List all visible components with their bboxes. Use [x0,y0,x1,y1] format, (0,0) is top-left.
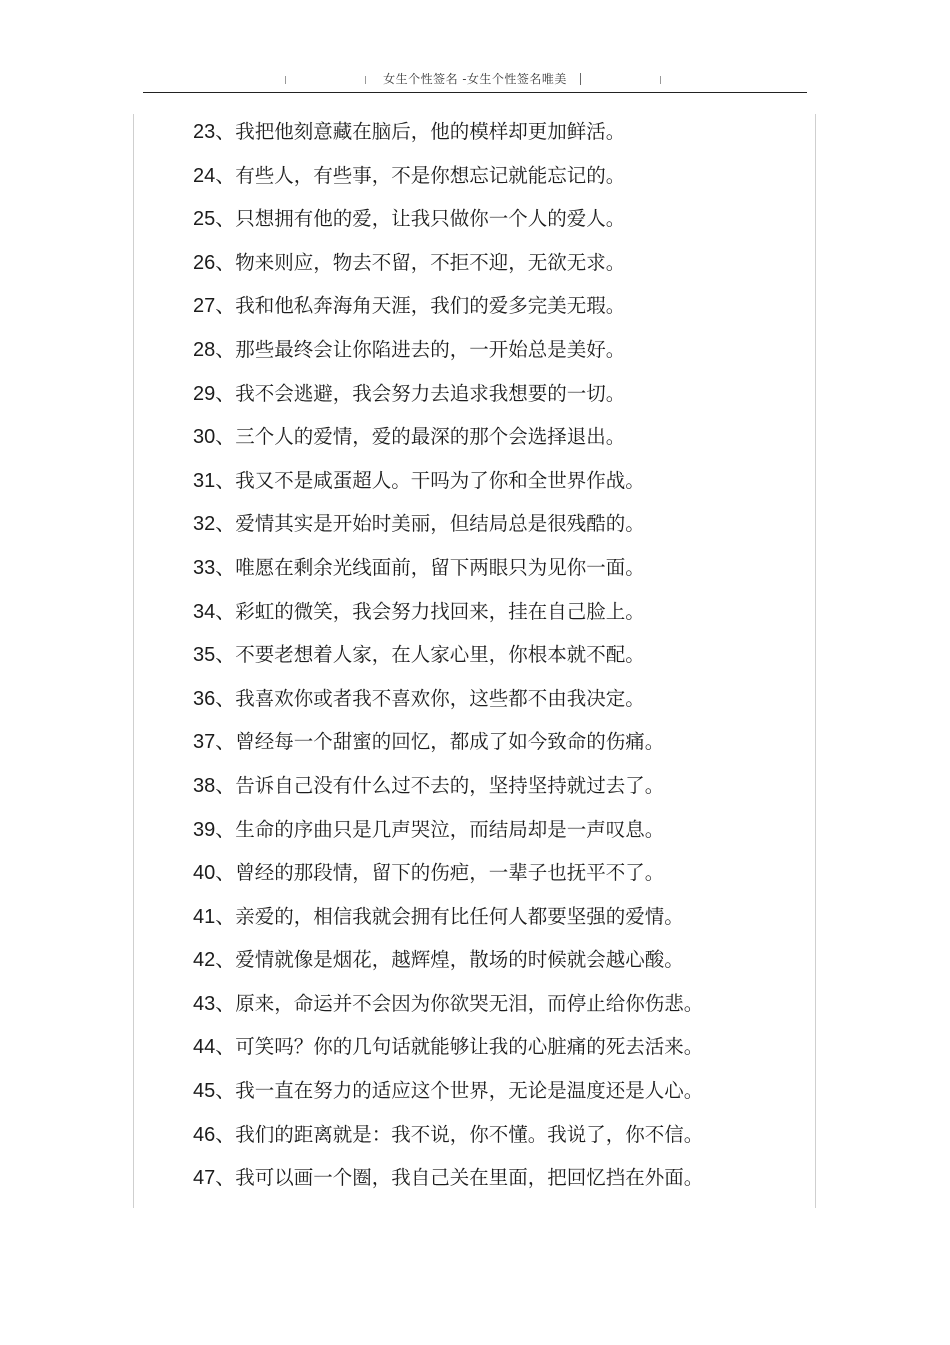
item-text: 曾经的那段情，留下的伤疤，一辈子也抚平不了。 [235,861,665,885]
item-number: 24、 [193,164,236,187]
list-item [193,335,793,379]
item-number: 35、 [193,644,236,667]
list-item [193,161,793,205]
item-text: 曾经每一个甜蜜的回忆，都成了如今致命的伤痛。 [235,730,665,754]
item-number: 31、 [193,469,236,492]
page-frame-right [815,114,816,1208]
list-item [193,291,793,335]
list-item [193,815,793,859]
list-item [193,509,793,553]
item-number: 40、 [193,862,236,885]
item-text: 告诉自己没有什么过不去的，坚持坚持就过去了。 [235,773,665,797]
item-text: 我们的距离就是：我不说，你不懂。我说了，你不信。 [235,1122,704,1146]
page-frame-left [133,114,134,1208]
list-item [193,771,793,815]
item-number: 28、 [193,338,236,361]
header-tick-mid-right [580,73,581,85]
header-tick-right [660,76,661,84]
item-number: 30、 [193,426,236,449]
item-text: 只想拥有他的爱，让我只做你一个人的爱人。 [235,207,626,231]
item-text: 我和他私奔海角天涯，我们的爱多完美无瑕。 [235,294,626,318]
list-item [193,553,793,597]
list-item [193,1076,793,1120]
item-number: 26、 [193,251,236,274]
item-text: 生命的序曲只是几声哭泣，而结局却是一声叹息。 [235,817,665,841]
item-number: 23、 [193,121,236,143]
item-text: 可笑吗？你的几句话就能够让我的心脏痛的死去活来。 [235,1035,704,1059]
item-text: 彩虹的微笑，我会努力找回来，挂在自己脸上。 [235,599,645,623]
list-item [193,727,793,771]
item-text: 我把他刻意藏在脑后，他的模样却更加鲜活。 [235,120,626,143]
list-item [193,684,793,728]
item-number: 36、 [193,687,236,710]
item-number: 42、 [193,949,236,972]
item-text: 亲爱的，相信我就会拥有比任何人都要坚强的爱情。 [235,904,684,928]
item-number: 29、 [193,382,236,405]
list-item [193,1163,793,1207]
list-item [193,640,793,684]
item-text: 我喜欢你或者我不喜欢你，这些都不由我决定。 [235,686,645,710]
signature-list [193,117,793,1207]
item-number: 43、 [193,992,236,1015]
item-number: 46、 [193,1123,236,1146]
item-number: 25、 [193,208,236,231]
item-number: 47、 [193,1167,236,1190]
item-number: 27、 [193,295,236,318]
list-item [193,1032,793,1076]
item-text: 物来则应，物去不留，不拒不迎，无欲无求。 [235,250,626,274]
header-title: 女生个性签名 -女生个性签名唯美 [383,72,567,86]
item-text: 有些人，有些事，不是你想忘记就能忘记的。 [235,163,626,187]
item-text: 爱情其实是开始时美丽，但结局总是很残酷的。 [235,512,645,536]
item-number: 41、 [193,905,236,928]
list-item [193,204,793,248]
item-text: 三个人的爱情，爱的最深的那个会选择退出。 [235,425,626,449]
item-text: 原来，命运并不会因为你欲哭无泪，而停止给你伤悲。 [235,991,704,1015]
item-text: 我又不是咸蛋超人。干吗为了你和全世界作战。 [235,468,645,492]
list-item [193,902,793,946]
item-number: 39、 [193,818,236,841]
item-number: 32、 [193,513,236,536]
item-text: 不要老想着人家，在人家心里，你根本就不配。 [235,643,645,667]
list-item [193,1120,793,1164]
page-header [143,60,807,93]
list-item [193,379,793,423]
list-item [193,248,793,292]
item-number: 37、 [193,731,236,754]
list-item [193,422,793,466]
item-text: 我不会逃避，我会努力去追求我想要的一切。 [235,381,626,405]
item-text: 我一直在努力的适应这个世界，无论是温度还是人心。 [235,1079,704,1103]
item-text: 爱情就像是烟花，越辉煌，散场的时候就会越心酸。 [235,948,684,972]
list-item [193,858,793,902]
item-text: 唯愿在剩余光线面前，留下两眼只为见你一面。 [235,555,645,579]
item-number: 38、 [193,774,236,797]
item-number: 45、 [193,1080,236,1103]
list-item [193,466,793,510]
item-number: 44、 [193,1036,236,1059]
item-text: 那些最终会让你陷进去的，一开始总是美好。 [235,337,626,361]
item-text: 我可以画一个圈，我自己关在里面，把回忆挡在外面。 [235,1166,704,1190]
item-number: 33、 [193,556,236,579]
list-item [193,597,793,641]
item-number: 34、 [193,600,236,623]
list-item [193,117,793,161]
list-item [193,945,793,989]
list-item [193,989,793,1033]
